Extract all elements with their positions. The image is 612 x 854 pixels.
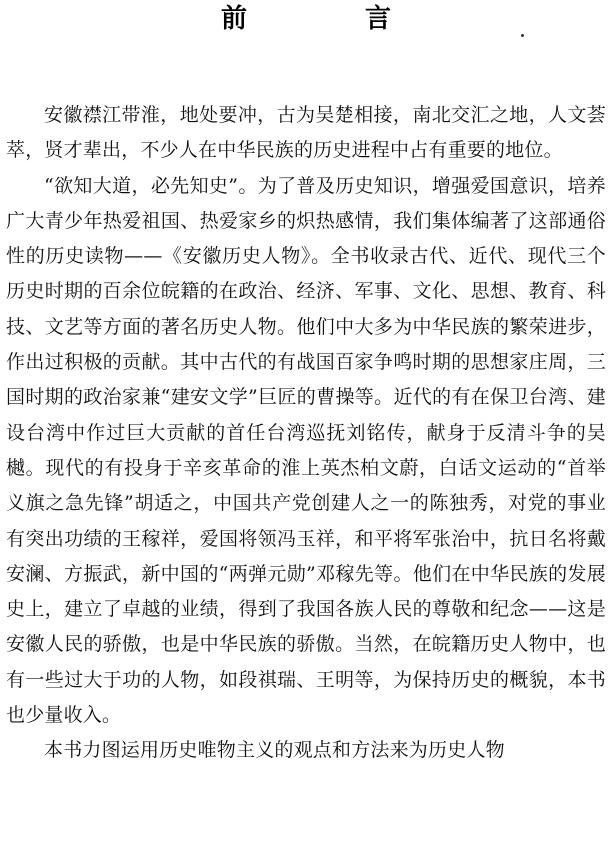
stray-mark bbox=[521, 34, 524, 37]
body-text bbox=[6, 98, 606, 769]
paragraph-2: “欲知大道，必先知史”。为了普及历史知识，增强爱国意识，培养广大青少年热爱祖国、热爱家乡的炽热感情，我们集体编著了这部通俗性的历史读物——《安徽历史人物》。全书收录古代、近代、现代三个历史时期的百余位皖籍的在政治、经济、军事、文化、思想、教育、科技、文艺等方面的著名历史人物。他们中大多为中华民族的繁荣进步，作出过积极的贡献。其中古代的有战国百家争鸣时期的思想家庄周，三国时期的政治家兼“建安文学”巨匠的曹操等。近代的有在保卫台湾、建设台湾中作过巨大贡献的首任台湾巡抚刘铭传，献身于反清斗争的吴樾。现代的有投身于辛亥革命的淮上英杰柏文蔚，白话文运动的“首举义旗之急先锋”胡适之，中国共产党创建人之一的陈独秀，对党的事业有突出功绩的王稼祥，爱国将领冯玉祥，和平将军张治中，抗日名将戴安澜、方振武，新中国的“两弹元勋”邓稼先等。他们在中华民族的发展史上，建立了卓越的业绩，得到了我国各族人民的尊敬和纪念——这是安徽人民的骄傲，也是中华民族的骄傲。当然，在皖籍历史人物中，也有一些过大于功的人物，如段祺瑞、王明等，为保持历史的概貌，本书也少量收入。 bbox=[6, 174, 606, 727]
paragraph-3: 本书力图运用历史唯物主义的观点和方法来为历史人物 bbox=[44, 739, 505, 762]
page-title: 前 言 bbox=[220, 4, 437, 34]
paragraph-1: 安徽襟江带淮，地处要冲，古为吴楚相接，南北交汇之地，人文荟萃，贤才辈出，不少人在中华民族的历史进程中占有重要的地位。 bbox=[6, 104, 606, 162]
